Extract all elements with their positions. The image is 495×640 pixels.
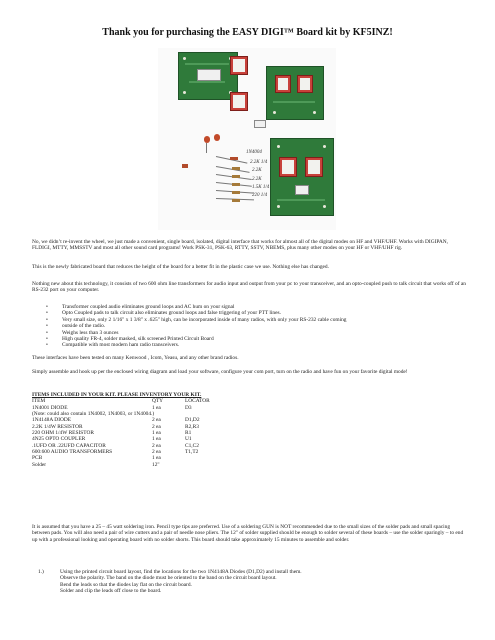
step-line: Observe the polarity. The band on the diode must be oriented to the band on the circuit board layout. [60, 575, 277, 582]
kit-photo [158, 48, 336, 230]
cell-locator: C1,C2 [185, 442, 199, 449]
cell-locator: T1,T2 [185, 449, 199, 456]
feature-item: • Opto Coupled pads to talk circuit also eliminates ground loops and false triggering of your PTT lines. [32, 310, 466, 316]
cell-qty: 1 ea [152, 455, 161, 462]
cell-item: 1N4001 DIODE [32, 404, 68, 411]
col-qty: QTY [152, 398, 164, 405]
assemble-paragraph: Simply assemble and hook up per the enclosed wiring diagram and load your software, configure your com port, turn on the radio and have fun on your favorite digital mode! [32, 369, 408, 375]
part-label: 2.2K 1/4 [250, 160, 268, 165]
part-label: 220 1/4 [252, 193, 268, 198]
cell-item: 600:600 AUDIO TRANSFORMERS [32, 449, 113, 456]
cell-qty: 2 ea [152, 417, 161, 424]
cell-locator: U1 [185, 436, 192, 443]
trimmed-section [32, 264, 466, 270]
col-locator: LOCATOR [185, 398, 210, 405]
cell-item: 1N4148A DIODE [32, 417, 72, 424]
feature-item-continued: • outside of the radio. [32, 323, 466, 329]
tech-section [32, 281, 466, 294]
tested-section [32, 355, 466, 361]
inventory-table [32, 392, 292, 468]
feature-item: • Very small size, only 2 1/16" x 1 3/8" x .625" high, can be incorporated inside of many radios, with only your RS-232 cable coming [32, 317, 466, 323]
capacitor [214, 134, 220, 141]
cell-qty: 1 ea [152, 436, 161, 443]
cell-qty: 12" [152, 461, 160, 468]
pcb-board-back [266, 66, 324, 120]
assemble-section [32, 369, 466, 375]
cell-item: 220 OHM 1/4W RESISTOR [32, 430, 94, 437]
cell-qty: 2 ea [152, 449, 161, 456]
part-label: 1.5K 1/4 [252, 185, 270, 190]
assumed-paragraph: It is assumed that you have a 25 – 45 watt soldering iron. Pencil type tips are preferred. Use of a soldering GUN is NOT recommended due to the small sizes of the solder pads and small spacing between pads. You will also need a pair of wire cutters and a pair of needle nose pliers. The 12" of solder supplied should be enough to solder several of these boards – use the solder sparingly – to end up with a professional looking and operating board with no solder shorts. This board should take approximately 15 minutes to assemble and solder. [32, 524, 464, 543]
cell-locator: R2,R3 [185, 423, 199, 430]
cell-qty: 1 ea [152, 404, 161, 411]
opto-coupler [254, 120, 266, 128]
col-item: ITEM [32, 398, 46, 405]
feature-item: • High quality FR-4, solder masked, silk screened Printed Circuit Board [32, 336, 466, 342]
page-title: Thank you for purchasing the EASY DIGI™ Board kit by KF5INZ! [102, 27, 393, 38]
cell-locator: D1,D2 [185, 417, 200, 424]
diode [182, 164, 188, 168]
audio-transformer [230, 56, 248, 75]
cell-item: PCB [32, 455, 43, 462]
tested-paragraph: These interfaces have been tested on many Kenwood , Icom, Yeasu, and any other brand radios. [32, 355, 239, 361]
cell-locator: R1 [185, 430, 192, 437]
component-strip [216, 148, 270, 204]
cell-item: 4N25 OPTO COUPLER [32, 436, 86, 443]
feature-item: • Weighs less than 3 ounces [32, 330, 466, 336]
table-row [32, 462, 292, 468]
tech-paragraph: Nothing new about this technology, it consists of two 600 ohm line transformers for audio input and output from your pc to your transceiver, and an opto-coupled push to talk circuit that works off of an RS-232 port on your computer. [32, 281, 466, 294]
trimmed-paragraph: This is the newly fabricated board that reduces the height of the board for a better fit in the plastic case we use. Nothing else has changed. [32, 264, 329, 270]
feature-item: • Compatible with most modern ham radio transceivers. [32, 342, 466, 348]
pcb-board-assembled [270, 138, 334, 216]
part-label: 2.2K [252, 177, 262, 182]
audio-transformer [230, 92, 248, 111]
step-line: Using the printed circuit board layout, find the locations for the two 1N4148A Diodes (D1,D2) and install them. [60, 569, 302, 575]
cell-qty: 1 ea [152, 430, 161, 437]
cell-item: Solder [32, 461, 47, 468]
feature-list [32, 304, 466, 349]
cell-qty: 2 ea [152, 423, 161, 430]
cell-item: .1UFD OR .22UFD CAPACITOR [32, 442, 106, 449]
part-label: 2.2K [252, 168, 262, 173]
step-number: 1.) [38, 569, 44, 575]
feature-item: • Transformer coupled audio eliminates ground loops and AC hum on your signal [32, 304, 466, 310]
cell-locator: D3 [185, 404, 192, 411]
pcb-board-front [178, 52, 238, 100]
part-label: 1N4004 [246, 150, 262, 155]
cell-item: (Note: could also contain 1N4002, 1N4003, or 1N4004.) [32, 411, 155, 418]
capacitor [204, 136, 210, 143]
assumed-section [32, 524, 466, 543]
body-intro [32, 239, 466, 252]
intro-paragraph: No, we didn’t re-invent the wheel, we just made a convenient, single board, isolated, digital interface that works for almost all of the digital modes on HF and VHF/UHF. Works with DIGIPAN, FLDIGI, MTTY, MMSSTV and most all other sound card programs! Work PSK-31, PSK-63, RTTY, SSTV, NBEMS, plus many other modes on your HF or VHF/UHF rig. [32, 239, 449, 252]
cell-qty: 2 ea [152, 442, 161, 449]
step-line: Bend the leads so that the diodes lay flat on the circuit board. [60, 581, 192, 588]
cell-item: 2.2K 1/4W RESISTOR [32, 423, 83, 430]
inventory-heading: ITEMS INCLUDED IN YOUR KIT. PLEASE INVENTORY YOUR KIT. [32, 392, 202, 398]
step-line: Solder and clip the leads off close to the board. [60, 588, 162, 595]
